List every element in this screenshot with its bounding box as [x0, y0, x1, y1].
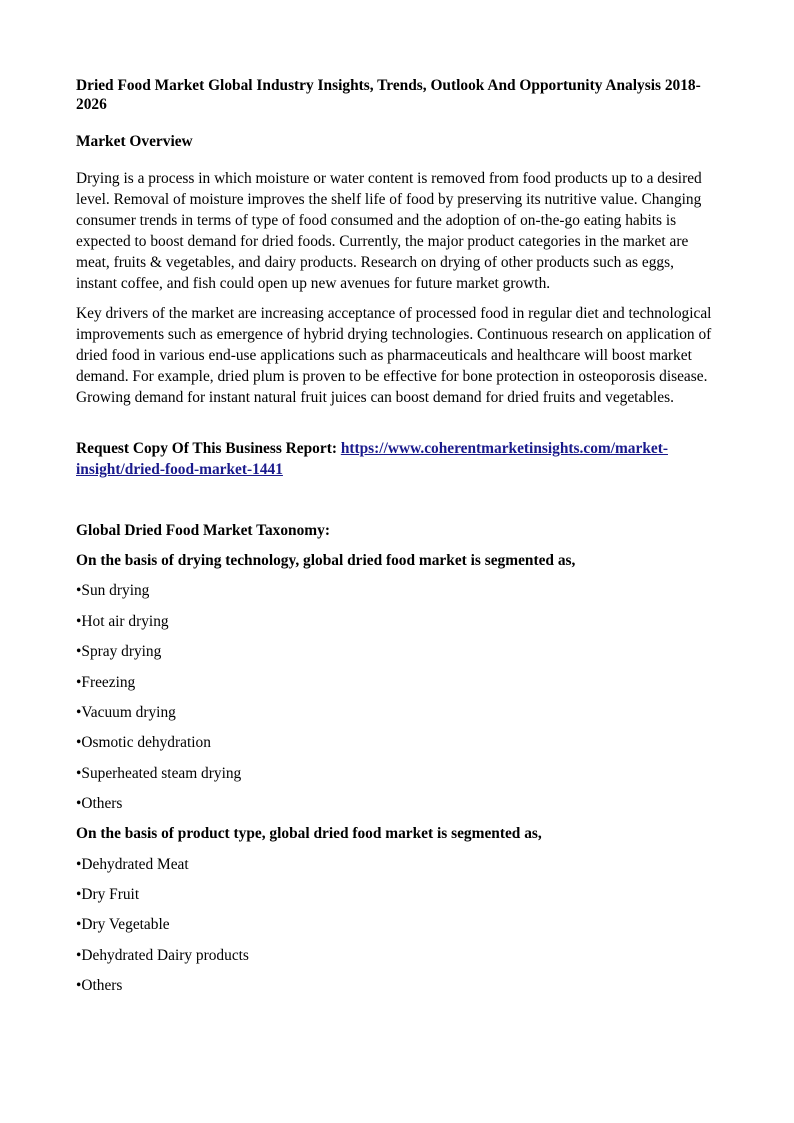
list-item: •Dehydrated Dairy products: [76, 946, 249, 964]
report-link[interactable]: https://www.coherentmarketinsights.com/market-insight/dried-food-market-1441: [76, 440, 668, 478]
list-item: •Osmotic dehydration: [76, 734, 211, 752]
request-copy-label: Request Copy Of This Business Report:: [76, 440, 341, 457]
drying-technology-list: [76, 580, 718, 814]
document-page: [76, 76, 718, 996]
list-item: •Others: [76, 977, 123, 995]
overview-paragraph-2: Key drivers of the market are increasing acceptance of processed food in regular diet and technological improvements such as emergence of hybrid drying technologies. Continuous research on application of dried food in various end-use applications such as pharmaceuticals and healthcare will boost market demand. For example, dried plum is proven to be effective for bone protection in osteoporosis disease. Growing demand for instant natural fruit juices can boost demand for dried fruits and vegetables.: [76, 305, 712, 406]
document-title: Dried Food Market Global Industry Insights, Trends, Outlook And Opportunity Analysis 2018-2026: [76, 77, 701, 113]
request-copy-line: [76, 438, 718, 480]
list-item: •Dry Fruit: [76, 885, 140, 903]
list-item: •Dehydrated Meat: [76, 855, 189, 873]
market-overview-heading: Market Overview: [76, 133, 193, 150]
taxonomy-heading: Global Dried Food Market Taxonomy:: [76, 522, 330, 539]
overview-paragraph-1: Drying is a process in which moisture or water content is removed from food products up to a desired level. Removal of moisture improves the shelf life of food by preserving its nutritive value. Changing consumer trends in terms of type of food consumed and the adoption of on-the-go eating habits is expected to boost demand for dried foods. Currently, the major product categories in the market are meat, fruits & vegetables, and dairy products. Research on drying of other products such as eggs, instant coffee, and fish could open up new avenues for future market growth.: [76, 170, 702, 292]
list-item: •Hot air drying: [76, 612, 169, 630]
product-type-list: [76, 854, 718, 997]
list-item: •Vacuum drying: [76, 703, 176, 721]
list-item: •Freezing: [76, 673, 136, 691]
list-item: •Spray drying: [76, 643, 162, 661]
drying-technology-heading: On the basis of drying technology, global dried food market is segmented as,: [76, 552, 576, 569]
list-item: •Others: [76, 795, 123, 813]
list-item: •Dry Vegetable: [76, 916, 170, 934]
list-item: •Sun drying: [76, 582, 150, 600]
list-item: •Superheated steam drying: [76, 764, 242, 782]
product-type-heading: On the basis of product type, global dried food market is segmented as,: [76, 825, 542, 843]
